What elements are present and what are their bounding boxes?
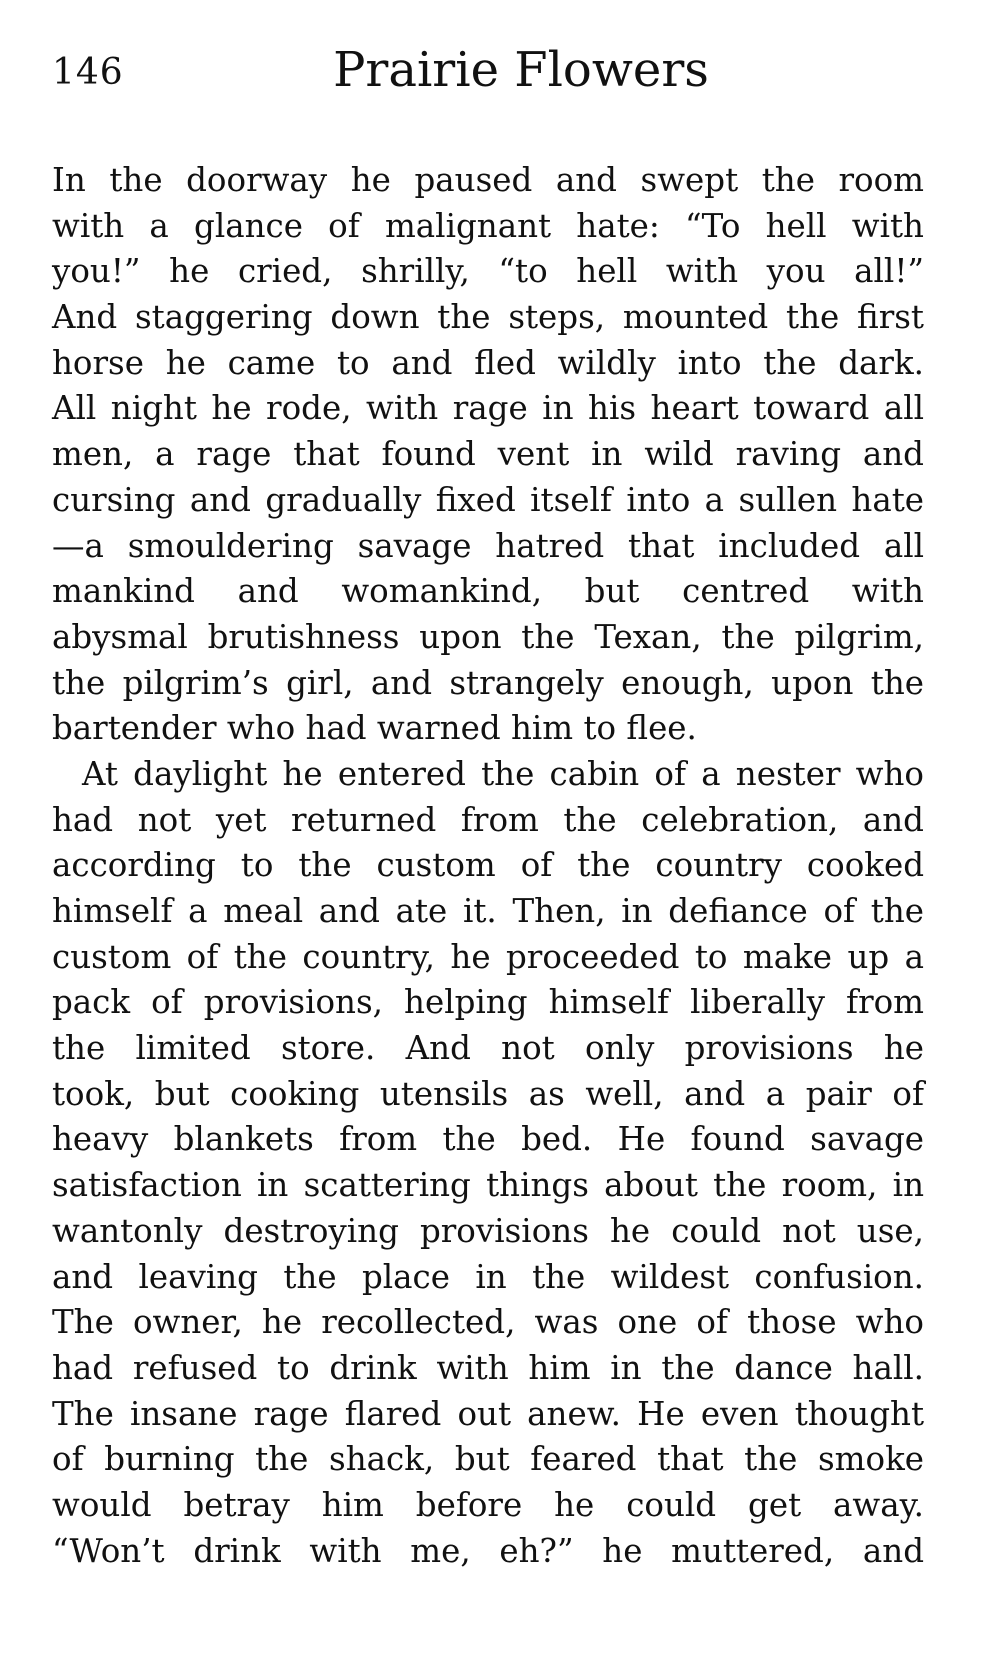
page-header [52, 38, 930, 118]
text-line: would betray him before he could get away. [52, 1485, 924, 1524]
text-line: bartender who had warned him to flee. [52, 709, 697, 748]
text-line: with a glance of malignant hate: “To hell with [52, 206, 924, 245]
text-line: “Won’t drink with me, eh?” he muttered, and [52, 1531, 924, 1570]
text-line: wantonly destroying provisions he could not use, [52, 1211, 924, 1250]
text-line: The insane rage flared out anew. He even thought [52, 1394, 924, 1433]
running-title: Prairie Flowers [333, 42, 709, 98]
text-line: had not yet returned from the celebration, and [52, 800, 924, 839]
body-text [52, 158, 924, 1574]
text-line: had refused to drink with him in the dance hall. [52, 1348, 924, 1387]
text-line: himself a meal and ate it. Then, in defiance of the [52, 892, 924, 930]
text-line: the limited store. And not only provisions he [52, 1029, 924, 1068]
text-line: The owner, he recollected, was one of those who [52, 1303, 924, 1342]
text-line: satisfaction in scattering things about the room, in [52, 1166, 924, 1205]
text-line: —a smouldering savage hatred that included all [52, 526, 924, 565]
page-number: 146 [52, 52, 124, 93]
text-line: men, a rage that found vent in wild raving and [52, 435, 924, 474]
text-line: cursing and gradually fixed itself into a sullen hate [52, 480, 924, 519]
text-line: abysmal brutishness upon the Texan, the pilgrim, [52, 617, 924, 656]
text-line: In the doorway he paused and swept the room [52, 161, 924, 199]
text-line: All night he rode, with rage in his heart toward all [52, 389, 924, 428]
text-line: according to the custom of the country cooked [52, 846, 924, 885]
text-line: of burning the shack, but feared that the smoke [52, 1440, 924, 1479]
text-line: heavy blankets from the bed. He found savage [52, 1120, 924, 1159]
text-line: the pilgrim’s girl, and strangely enough, upon the [52, 663, 924, 702]
text-line: At daylight he entered the cabin of a nester who [82, 754, 924, 793]
text-line: took, but cooking utensils as well, and a pair of [52, 1074, 924, 1113]
text-line: pack of provisions, helping himself liberally from [52, 983, 924, 1022]
text-line: you!” he cried, shrilly, “to hell with you all!” [52, 252, 924, 291]
text-line: horse he came to and fled wildly into the dark. [52, 343, 924, 382]
paragraph-1 [52, 158, 924, 752]
text-line: custom of the country, he proceeded to make up a [52, 937, 924, 976]
paragraph-2 [52, 752, 924, 1574]
text-line: And staggering down the steps, mounted the first [52, 298, 924, 337]
text-line: and leaving the place in the wildest confusion. [52, 1257, 924, 1296]
text-line: mankind and womankind, but centred with [52, 572, 924, 611]
